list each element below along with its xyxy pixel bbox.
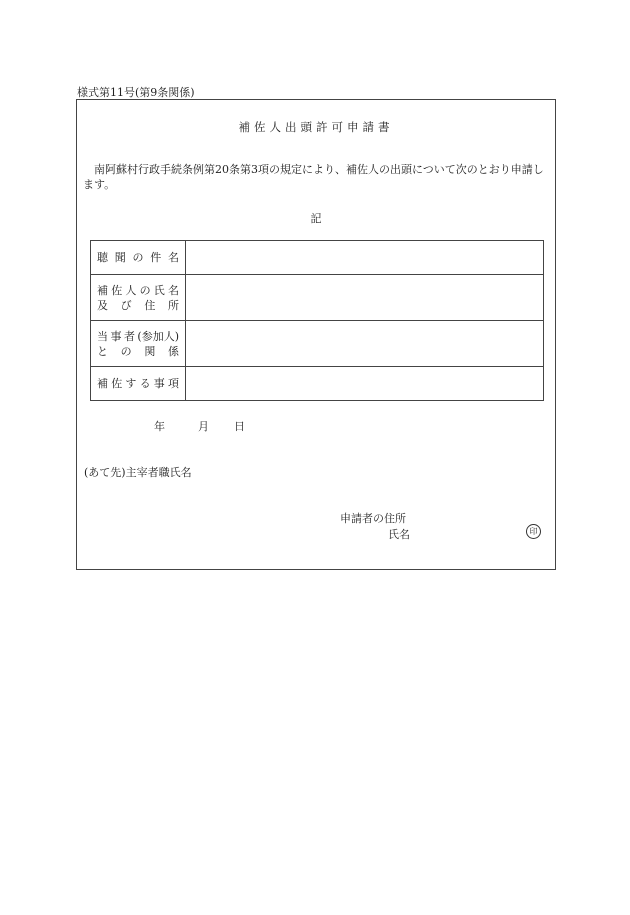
month-label: 月: [198, 420, 209, 433]
assistant-name-address-label: [91, 275, 186, 321]
label-line: [97, 376, 179, 391]
addressee: (あて先)主宰者職氏名: [84, 466, 192, 479]
label-char: 及: [97, 298, 108, 312]
label-char: 人: [125, 283, 137, 297]
label-char: 名: [168, 251, 179, 264]
details-table: [90, 240, 544, 401]
label-char: 当: [97, 329, 108, 343]
year-label: 年: [154, 420, 165, 433]
applicant-address-label: 申請者の住所: [340, 512, 406, 525]
label-line: [97, 344, 179, 359]
label-char: 聴: [97, 251, 108, 264]
label-char: す: [125, 377, 137, 390]
ki-heading: 記: [310, 212, 322, 225]
label-char: 住: [144, 298, 156, 312]
label-char: 氏: [153, 283, 165, 297]
label-char: 所: [167, 298, 179, 312]
label-char: 事: [153, 377, 165, 390]
label-char: 聞: [114, 251, 126, 264]
label-char: 項: [167, 377, 179, 390]
label-char: る: [139, 377, 151, 390]
table-row: [91, 275, 544, 321]
hearing-subject-field[interactable]: [186, 241, 544, 275]
form-frame: [76, 99, 556, 570]
applicant-name-label: 氏名: [388, 528, 410, 541]
label-line: [97, 250, 179, 265]
form-number: 様式第11号(第9条関係): [77, 86, 195, 99]
label-char: と: [97, 344, 108, 358]
party-relationship-label: [91, 321, 186, 367]
label-char: の: [120, 344, 132, 358]
label-char: 名: [167, 283, 179, 297]
day-label: 日: [234, 420, 245, 433]
label-line: [97, 298, 179, 313]
hearing-subject-label: [91, 241, 186, 275]
label-char: 件: [150, 251, 162, 264]
label-char: 佐: [111, 283, 123, 297]
label-line: [97, 329, 179, 344]
assistant-name-address-field[interactable]: [186, 275, 544, 321]
party-relationship-field[interactable]: [186, 321, 544, 367]
label-char: (参加人): [137, 329, 179, 343]
label-line: [97, 283, 179, 298]
label-char: 者: [123, 329, 135, 343]
label-char: 係: [167, 344, 179, 358]
label-char: 補: [97, 283, 108, 297]
assistance-matters-field[interactable]: [186, 367, 544, 401]
label-char: 事: [110, 329, 122, 343]
seal-mark: 印: [526, 524, 541, 539]
form-title: 補佐人出頭許可申請書: [238, 120, 394, 134]
label-char: 関: [144, 344, 156, 358]
label-char: の: [132, 251, 144, 264]
table-row: [91, 241, 544, 275]
label-char: 補: [97, 377, 108, 390]
table-row: [91, 367, 544, 401]
table-row: [91, 321, 544, 367]
date-line: [154, 418, 245, 434]
intro-text: 南阿蘇村行政手続条例第20条第3項の規定により、補佐人の出頭について次のとおり申請します。: [83, 163, 544, 191]
label-char: 佐: [111, 377, 123, 390]
assistance-matters-label: [91, 367, 186, 401]
label-char: の: [139, 283, 151, 297]
label-char: び: [120, 298, 132, 312]
